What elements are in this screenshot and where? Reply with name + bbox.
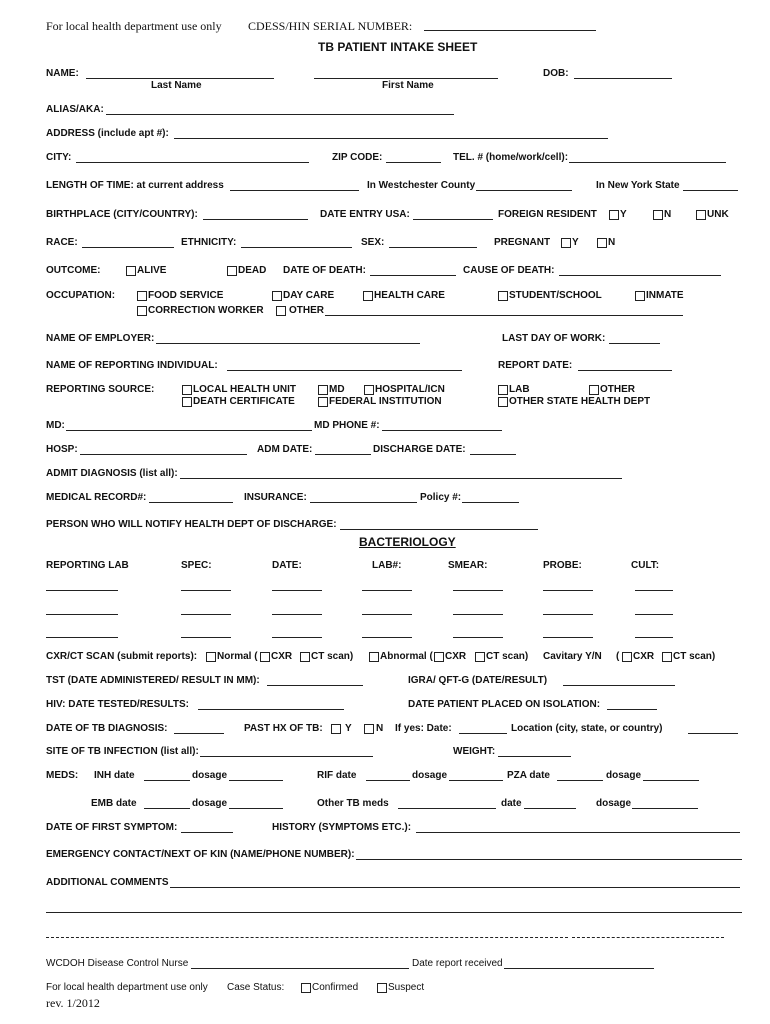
normal-cxr-checkbox[interactable]	[260, 652, 270, 662]
foreign-resident-no-checkbox[interactable]	[653, 210, 663, 220]
date-entry-field[interactable]	[413, 219, 493, 220]
hosp-label: HOSP:	[46, 444, 78, 455]
federal-institution-label: FEDERAL INSTITUTION	[329, 396, 442, 407]
abnormal-checkbox[interactable]	[369, 652, 379, 662]
time-ny-field[interactable]	[683, 190, 738, 191]
normal-ct-label: CT scan)	[311, 651, 354, 662]
additional-comments-line[interactable]	[46, 912, 742, 913]
food-service-label: FOOD SERVICE	[148, 290, 224, 301]
col-cult: CULT:	[631, 560, 660, 571]
pza-dosage-field[interactable]	[643, 780, 699, 781]
date-entry-label: DATE ENTRY USA:	[320, 209, 410, 220]
other-tb-dosage-label: dosage	[596, 798, 632, 809]
emb-dosage-field[interactable]	[229, 808, 283, 809]
normal-ct-checkbox[interactable]	[300, 652, 310, 662]
foreign-resident-label: FOREIGN RESIDENT	[498, 209, 597, 220]
separator-dashes	[46, 937, 568, 938]
pregnant-label: PREGNANT	[494, 237, 551, 248]
date-received-field[interactable]	[504, 968, 654, 969]
adm-date-field[interactable]	[315, 454, 371, 455]
col-date: DATE:	[272, 560, 302, 571]
suspect-label: Suspect	[388, 982, 425, 993]
alias-field[interactable]	[106, 114, 454, 115]
birthplace-label: BIRTHPLACE (CITY/COUNTRY):	[46, 209, 198, 220]
last-name-field[interactable]	[86, 78, 274, 79]
alias-label: ALIAS/AKA:	[46, 104, 104, 115]
igra-label: IGRA/ QFT-G (DATE/RESULT)	[408, 675, 548, 686]
foreign-resident-yes-label: Y	[620, 209, 627, 220]
normal-cxr-label: CXR	[271, 651, 293, 662]
location-label: Location (city, state, or country)	[511, 723, 663, 734]
ethnicity-field[interactable]	[241, 247, 352, 248]
policy-field[interactable]	[462, 502, 519, 503]
history-field[interactable]	[416, 832, 740, 833]
hospital-icn-checkbox[interactable]	[364, 385, 374, 395]
suspect-checkbox[interactable]	[377, 983, 387, 993]
city-field[interactable]	[76, 162, 309, 163]
death-certificate-checkbox[interactable]	[182, 397, 192, 407]
medical-record-label: MEDICAL RECORD#:	[46, 492, 147, 503]
other-state-dept-checkbox[interactable]	[498, 397, 508, 407]
tb-diagnosis-field[interactable]	[174, 733, 224, 734]
past-hx-label: PAST HX OF TB:	[244, 723, 323, 734]
address-field[interactable]	[174, 138, 608, 139]
rif-date-field[interactable]	[366, 780, 410, 781]
first-symptom-field[interactable]	[181, 832, 233, 833]
bact-cell[interactable]	[635, 614, 673, 615]
other-occupation-field[interactable]	[325, 315, 683, 316]
site-infection-label: SITE OF TB INFECTION (list all):	[46, 746, 199, 757]
tel-label: TEL. # (home/work/cell):	[453, 152, 569, 163]
additional-comments-label: ADDITIONAL COMMENTS	[46, 877, 169, 888]
local-use-header: For local health department use only	[46, 19, 222, 33]
first-name-field[interactable]	[314, 78, 498, 79]
cavitary-cxr-label: CXR	[633, 651, 655, 662]
alive-checkbox[interactable]	[126, 266, 136, 276]
inh-date-field[interactable]	[144, 780, 190, 781]
sex-label: SEX:	[361, 237, 385, 248]
tb-diagnosis-label: DATE OF TB DIAGNOSIS:	[46, 723, 168, 734]
confirmed-checkbox[interactable]	[301, 983, 311, 993]
correction-worker-checkbox[interactable]	[137, 306, 147, 316]
emb-date-label: EMB date	[91, 798, 137, 809]
bacteriology-title: BACTERIOLOGY	[359, 535, 456, 549]
pregnant-yes-checkbox[interactable]	[561, 238, 571, 248]
reporting-individual-field[interactable]	[227, 370, 462, 371]
reporting-source-label: REPORTING SOURCE:	[46, 384, 155, 395]
health-care-label: HEALTH CARE	[374, 290, 445, 301]
col-lab-number: LAB#:	[372, 560, 402, 571]
col-reporting-lab: REPORTING LAB	[46, 560, 129, 571]
meds-label: MEDS:	[46, 770, 79, 781]
md-phone-label: MD PHONE #:	[314, 420, 380, 431]
last-name-caption: Last Name	[151, 80, 202, 91]
bact-cell[interactable]	[543, 637, 593, 638]
pregnant-no-checkbox[interactable]	[597, 238, 607, 248]
normal-label: Normal (	[217, 651, 258, 662]
discharge-date-field[interactable]	[470, 454, 516, 455]
foreign-resident-yes-checkbox[interactable]	[609, 210, 619, 220]
local-health-unit-checkbox[interactable]	[182, 385, 192, 395]
health-care-checkbox[interactable]	[363, 291, 373, 301]
bact-cell[interactable]	[181, 637, 231, 638]
in-westchester-label: In Westchester County	[367, 180, 476, 191]
bact-cell[interactable]	[453, 614, 503, 615]
cavitary-ct-checkbox[interactable]	[662, 652, 672, 662]
zip-field[interactable]	[386, 162, 441, 163]
bact-cell[interactable]	[543, 614, 593, 615]
length-time-label: LENGTH OF TIME: at current address	[46, 180, 224, 191]
md-field[interactable]	[66, 430, 312, 431]
sex-field[interactable]	[389, 247, 477, 248]
confirmed-label: Confirmed	[312, 982, 359, 993]
other-tb-meds-label: Other TB meds	[317, 798, 389, 809]
rif-date-label: RIF date	[317, 770, 357, 781]
bact-cell[interactable]	[272, 614, 322, 615]
nurse-label: WCDOH Disease Control Nurse	[46, 958, 189, 969]
adm-date-label: ADM DATE:	[257, 444, 313, 455]
md-phone-field[interactable]	[382, 430, 502, 431]
bact-cell[interactable]	[272, 637, 322, 638]
in-ny-label: In New York State	[596, 180, 680, 191]
location-field[interactable]	[688, 733, 738, 734]
dead-checkbox[interactable]	[227, 266, 237, 276]
foreign-resident-no-label: N	[664, 209, 672, 220]
correction-worker-label: CORRECTION WORKER	[148, 305, 264, 316]
md-source-checkbox[interactable]	[318, 385, 328, 395]
alive-label: ALIVE	[137, 265, 167, 276]
abnormal-label: Abnormal (	[380, 651, 433, 662]
bact-cell[interactable]	[635, 590, 673, 591]
day-care-label: DAY CARE	[283, 290, 335, 301]
dob-field[interactable]	[574, 78, 672, 79]
inh-date-label: INH date	[94, 770, 135, 781]
occupation-label: OCCUPATION:	[46, 290, 116, 301]
isolation-label: DATE PATIENT PLACED ON ISOLATION:	[408, 699, 601, 710]
other-occupation-label: OTHER	[289, 305, 324, 316]
local-health-unit-label: LOCAL HEALTH UNIT	[193, 384, 296, 395]
notify-discharge-field[interactable]	[340, 529, 538, 530]
foreign-resident-unk-label: UNK	[707, 209, 729, 220]
weight-label: WEIGHT:	[453, 746, 496, 757]
inmate-label: INMATE	[646, 290, 684, 301]
outcome-label: OUTCOME:	[46, 265, 101, 276]
cavitary-paren: (	[616, 651, 620, 662]
md-source-label: MD	[329, 384, 345, 395]
emergency-contact-field[interactable]	[356, 859, 742, 860]
student-school-checkbox[interactable]	[498, 291, 508, 301]
inh-dosage-label: dosage	[192, 770, 228, 781]
inh-dosage-field[interactable]	[229, 780, 283, 781]
col-probe: PROBE:	[543, 560, 582, 571]
address-label: ADDRESS (include apt #):	[46, 128, 169, 139]
notify-discharge-label: PERSON WHO WILL NOTIFY HEALTH DEPT OF DISCHARGE:	[46, 519, 337, 530]
admit-diagnosis-label: ADMIT DIAGNOSIS (list all):	[46, 468, 178, 479]
form-title: TB PATIENT INTAKE SHEET	[318, 40, 478, 54]
bact-cell[interactable]	[362, 614, 412, 615]
tst-label: TST (DATE ADMINISTERED/ RESULT IN MM):	[46, 675, 260, 686]
race-label: RACE:	[46, 237, 78, 248]
rif-dosage-label: dosage	[412, 770, 448, 781]
tel-field[interactable]	[569, 162, 726, 163]
report-date-field[interactable]	[578, 370, 672, 371]
cxr-scan-label: CXR/CT SCAN (submit reports):	[46, 651, 198, 662]
pregnant-no-label: N	[608, 237, 616, 248]
bact-cell[interactable]	[362, 590, 412, 591]
reporting-individual-label: NAME OF REPORTING INDIVIDUAL:	[46, 360, 218, 371]
cavitary-cxr-checkbox[interactable]	[622, 652, 632, 662]
time-westchester-field[interactable]	[476, 190, 572, 191]
other-state-dept-label: OTHER STATE HEALTH DEPT	[509, 396, 651, 407]
igra-field[interactable]	[563, 685, 675, 686]
cause-death-field[interactable]	[559, 275, 721, 276]
hiv-label: HIV: DATE TESTED/RESULTS:	[46, 699, 189, 710]
date-death-field[interactable]	[370, 275, 456, 276]
admit-diagnosis-field[interactable]	[180, 478, 622, 479]
abnormal-cxr-checkbox[interactable]	[434, 652, 444, 662]
other-tb-date-field[interactable]	[524, 808, 576, 809]
past-hx-yes-checkbox[interactable]	[331, 724, 341, 734]
name-label: NAME:	[46, 68, 79, 79]
hosp-field[interactable]	[80, 454, 247, 455]
past-hx-no-label: N	[376, 723, 384, 734]
medical-record-field[interactable]	[149, 502, 233, 503]
ethnicity-label: ETHNICITY:	[181, 237, 237, 248]
normal-checkbox[interactable]	[206, 652, 216, 662]
weight-field[interactable]	[498, 756, 571, 757]
bact-cell[interactable]	[272, 590, 322, 591]
other-occupation-checkbox[interactable]	[276, 306, 286, 316]
date-received-label: Date report received	[412, 958, 503, 969]
emb-dosage-label: dosage	[192, 798, 228, 809]
pza-date-field[interactable]	[557, 780, 603, 781]
first-symptom-label: DATE OF FIRST SYMPTOM:	[46, 822, 178, 833]
pregnant-yes-label: Y	[572, 237, 579, 248]
bact-cell[interactable]	[181, 614, 231, 615]
other-tb-meds-field[interactable]	[398, 808, 496, 809]
report-date-label: REPORT DATE:	[498, 360, 573, 371]
student-school-label: STUDENT/SCHOOL	[509, 290, 602, 301]
isolation-field[interactable]	[607, 709, 657, 710]
bact-cell[interactable]	[453, 590, 503, 591]
inmate-checkbox[interactable]	[635, 291, 645, 301]
emergency-contact-label: EMERGENCY CONTACT/NEXT OF KIN (NAME/PHONE NUMBER):	[46, 849, 355, 860]
bact-cell[interactable]	[46, 590, 118, 591]
federal-institution-checkbox[interactable]	[318, 397, 328, 407]
nurse-field[interactable]	[191, 968, 409, 969]
history-label: HISTORY (SYMPTOMS ETC.):	[272, 822, 412, 833]
time-current-address-field[interactable]	[230, 190, 359, 191]
rif-dosage-field[interactable]	[449, 780, 503, 781]
abnormal-ct-checkbox[interactable]	[475, 652, 485, 662]
lab-source-checkbox[interactable]	[498, 385, 508, 395]
hospital-icn-label: HOSPITAL/ICN	[375, 384, 445, 395]
day-care-checkbox[interactable]	[272, 291, 282, 301]
additional-comments-field[interactable]	[170, 887, 740, 888]
serial-number-field[interactable]	[424, 30, 596, 31]
serial-number-label: CDESS/HIN SERIAL NUMBER:	[248, 19, 413, 33]
last-day-work-label: LAST DAY OF WORK:	[502, 333, 606, 344]
bact-cell[interactable]	[362, 637, 412, 638]
abnormal-ct-label: CT scan)	[486, 651, 529, 662]
hiv-field[interactable]	[198, 709, 344, 710]
foreign-resident-unk-checkbox[interactable]	[696, 210, 706, 220]
site-infection-field[interactable]	[200, 756, 373, 757]
separator-dashes	[572, 937, 724, 938]
other-source-label: OTHER	[600, 384, 635, 395]
dead-label: DEAD	[238, 265, 267, 276]
past-hx-no-checkbox[interactable]	[364, 724, 374, 734]
employer-label: NAME OF EMPLOYER:	[46, 333, 155, 344]
dob-label: DOB:	[543, 68, 569, 79]
abnormal-cxr-label: CXR	[445, 651, 467, 662]
cavitary-ct-label: CT scan)	[673, 651, 716, 662]
pza-dosage-label: dosage	[606, 770, 642, 781]
col-smear: SMEAR:	[448, 560, 488, 571]
bact-cell[interactable]	[453, 637, 503, 638]
race-field[interactable]	[82, 247, 174, 248]
birthplace-field[interactable]	[203, 219, 308, 220]
if-yes-date-label: If yes: Date:	[395, 723, 452, 734]
revision-label: rev. 1/2012	[46, 996, 100, 1010]
tst-field[interactable]	[267, 685, 363, 686]
lab-source-label: LAB	[509, 384, 530, 395]
last-day-work-field[interactable]	[609, 343, 660, 344]
first-name-caption: First Name	[382, 80, 434, 91]
employer-field[interactable]	[156, 343, 420, 344]
case-status-label: Case Status:	[227, 982, 285, 993]
zip-label: ZIP CODE:	[332, 152, 383, 163]
city-label: CITY:	[46, 152, 72, 163]
policy-label: Policy #:	[420, 492, 462, 503]
cavitary-label: Cavitary Y/N	[543, 651, 602, 662]
date-death-label: DATE OF DEATH:	[283, 265, 366, 276]
food-service-checkbox[interactable]	[137, 291, 147, 301]
emb-date-field[interactable]	[144, 808, 190, 809]
bact-cell[interactable]	[46, 614, 118, 615]
cause-death-label: CAUSE OF DEATH:	[463, 265, 555, 276]
md-label: MD:	[46, 420, 65, 431]
insurance-field[interactable]	[310, 502, 417, 503]
other-tb-date-label: date	[501, 798, 522, 809]
discharge-date-label: DISCHARGE DATE:	[373, 444, 466, 455]
pza-date-label: PZA date	[507, 770, 550, 781]
past-hx-date-field[interactable]	[459, 733, 507, 734]
bact-cell[interactable]	[181, 590, 231, 591]
local-use-footer: For local health department use only	[46, 982, 208, 993]
other-source-checkbox[interactable]	[589, 385, 599, 395]
past-hx-yes-label: Y	[345, 723, 352, 734]
death-certificate-label: DEATH CERTIFICATE	[193, 396, 295, 407]
col-spec: SPEC:	[181, 560, 212, 571]
insurance-label: INSURANCE:	[244, 492, 307, 503]
other-tb-dosage-field[interactable]	[632, 808, 698, 809]
bact-cell[interactable]	[635, 637, 673, 638]
bact-cell[interactable]	[46, 637, 118, 638]
bact-cell[interactable]	[543, 590, 593, 591]
